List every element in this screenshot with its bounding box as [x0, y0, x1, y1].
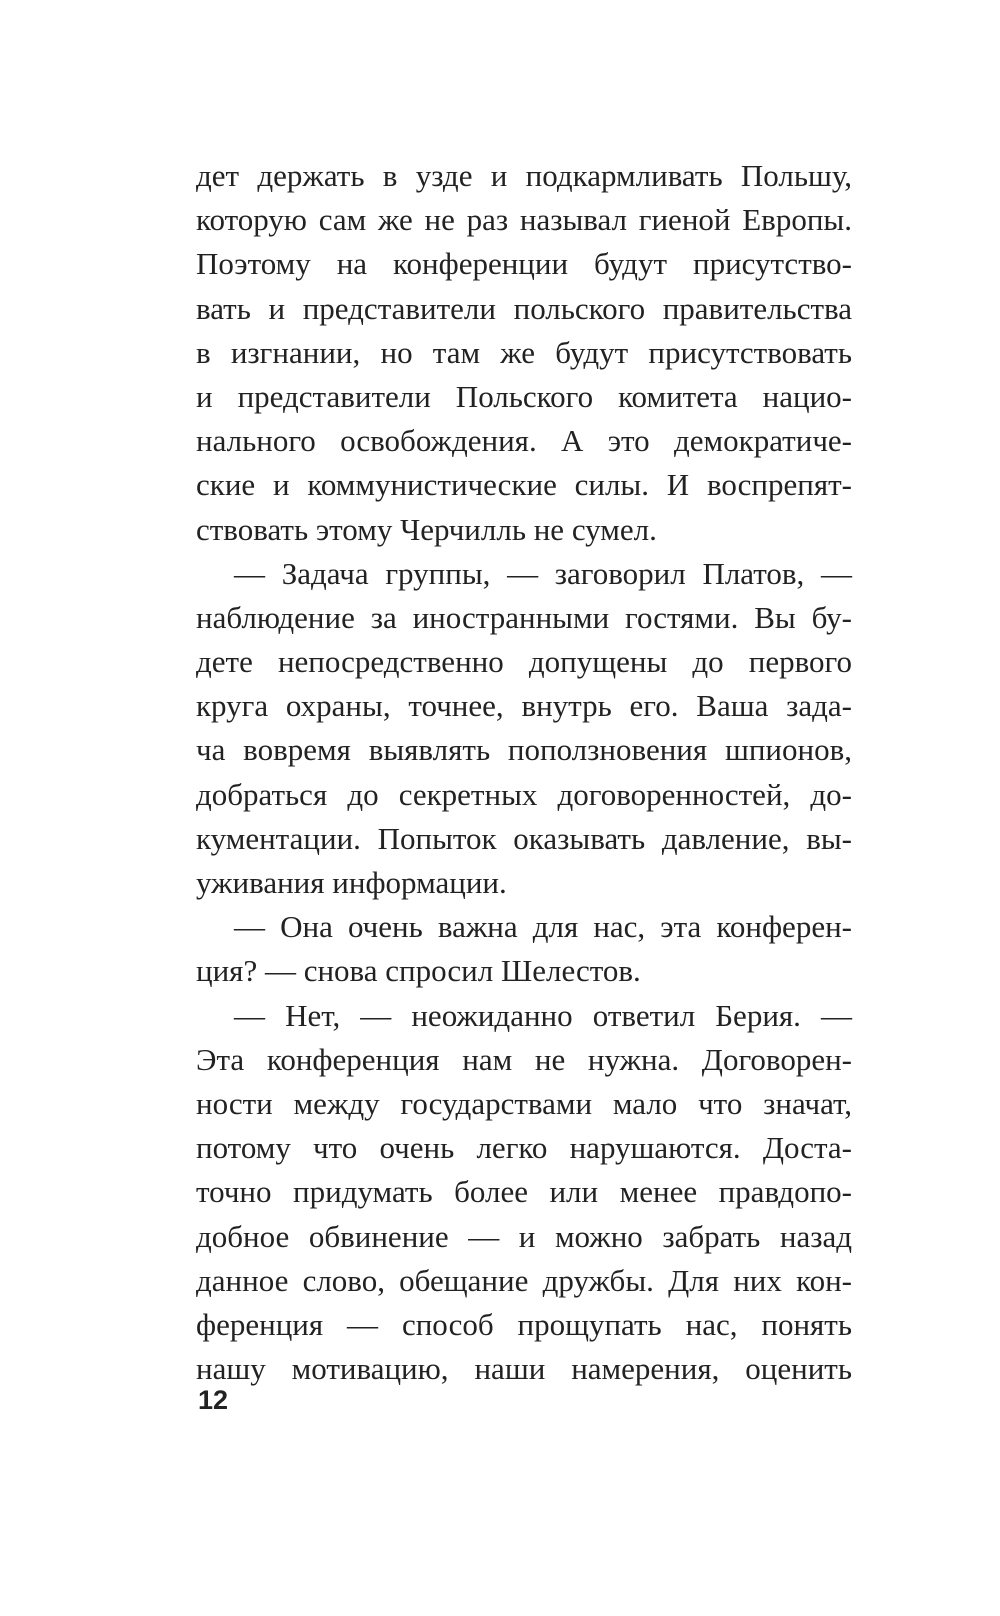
text-line: Поэтому на конференции будут присутство-	[196, 246, 852, 282]
text-line: ция? — снова спросил Шелестов.	[196, 953, 641, 989]
text-line: — Нет, — неожиданно ответил Берия. —	[234, 997, 852, 1033]
text-line: потому что очень легко нарушаются. Доста-	[196, 1130, 852, 1166]
text-line: нального освобождения. А это демократиче-	[196, 423, 852, 459]
text-line: дете непосредственно допущены до первого	[196, 644, 852, 680]
text-line: вать и представители польского правительства	[196, 290, 852, 326]
text-line: нашу мотивацию, наши намерения, оценить	[196, 1351, 852, 1387]
text-line: ности между государствами мало что значат,	[196, 1085, 852, 1121]
text-line: добное обвинение — и можно забрать назад	[196, 1218, 852, 1254]
text-line: круга охраны, точнее, внутрь его. Ваша зада-	[196, 688, 852, 724]
text-line: — Задача группы, — заговорил Платов, —	[234, 555, 852, 591]
text-line: добраться до секретных договоренностей, до-	[196, 776, 852, 812]
text-line: ствовать этому Черчилль не сумел.	[196, 511, 657, 547]
text-line: точно придумать более или менее правдопо-	[196, 1174, 852, 1210]
text-line: уживания информации.	[196, 865, 507, 900]
text-line: наблюдение за иностранными гостями. Вы бу-	[196, 599, 852, 635]
text-line: в изгнании, но там же будут присутствовать	[196, 334, 852, 370]
text-line: которую сам же не раз называл гиеной Европы.	[196, 202, 852, 238]
page-number: 12	[198, 1385, 229, 1415]
text-line: ские и коммунистические силы. И воспрепят-	[196, 467, 852, 503]
text-line: кументации. Попыток оказывать давление, вы-	[196, 820, 852, 856]
text-line: и представители Польского комитета нацио-	[196, 378, 852, 414]
text-line: Эта конференция нам не нужна. Договорен-	[196, 1041, 852, 1077]
body-text	[196, 154, 852, 1391]
text-line: — Она очень важна для нас, эта конферен-	[234, 909, 852, 945]
text-line: данное слово, обещание дружбы. Для них кон-	[196, 1262, 852, 1298]
text-line: ференция — способ прощупать нас, понять	[196, 1306, 852, 1342]
text-line: дет держать в узде и подкармливать Польшу,	[196, 158, 852, 193]
text-line: ча вовремя выявлять поползновения шпионов,	[196, 732, 852, 768]
